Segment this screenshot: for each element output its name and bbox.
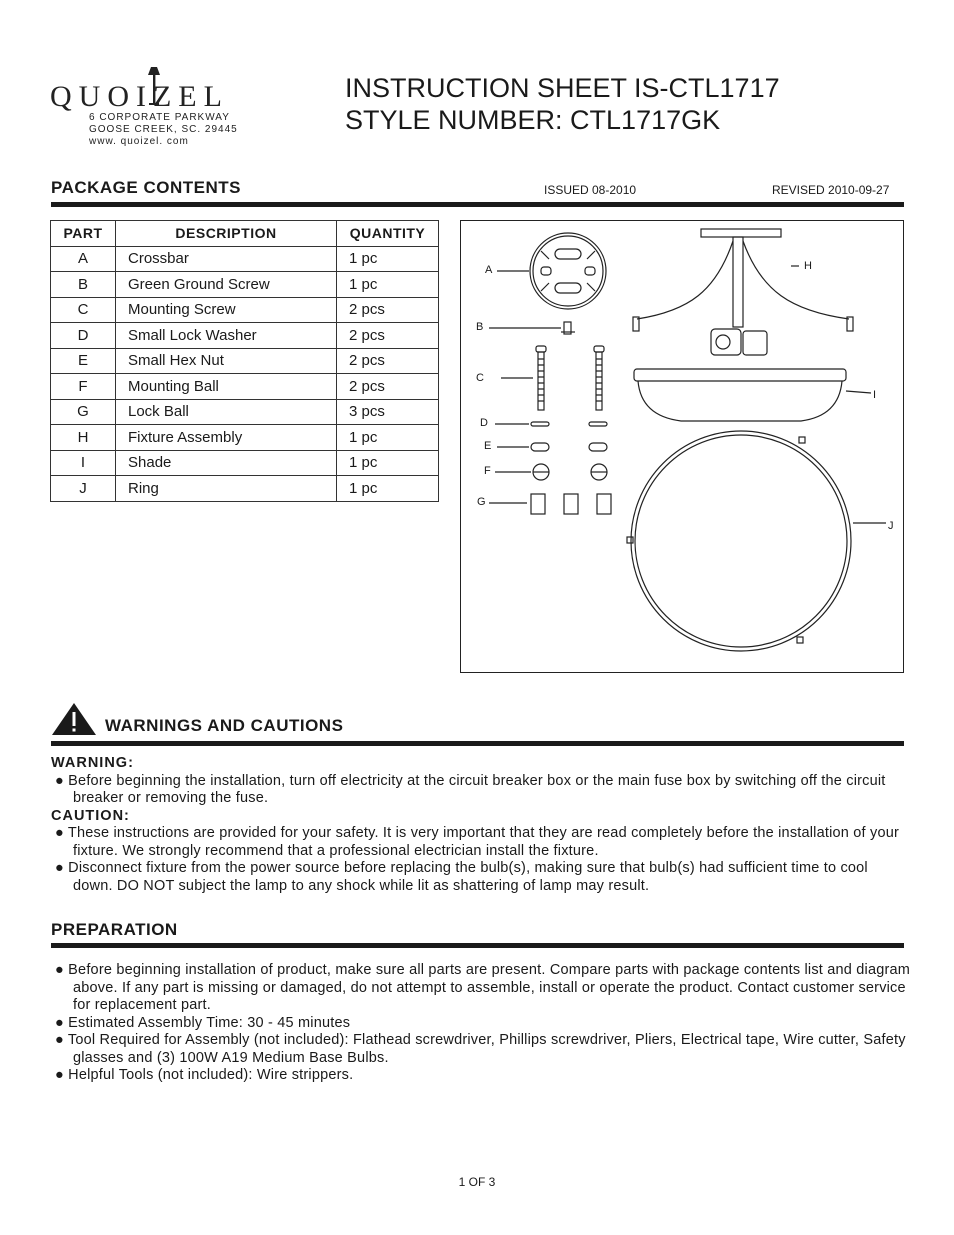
part-letter: E [51,348,116,374]
shade-drawing [634,369,846,421]
part-quantity: 2 pcs [337,348,439,374]
style-number: STYLE NUMBER: CTL1717GK [345,105,721,135]
part-letter: I [51,450,116,476]
table-row [51,272,439,298]
part-description: Small Lock Washer [116,323,337,349]
part-quantity: 2 pcs [337,374,439,400]
part-letter: H [51,425,116,451]
diagram-label-h: H [804,260,812,272]
diagram-label-d: D [480,417,488,429]
package-contents-heading: PACKAGE CONTENTS [51,178,241,197]
table-header-row [51,221,439,247]
diagram-label-i: I [873,389,877,401]
caution-label: CAUTION: [51,807,130,824]
ring-drawing [627,431,851,651]
part-description: Crossbar [116,246,337,272]
diagram-label-f: F [484,465,491,477]
section-rule [51,202,904,207]
part-letter: C [51,297,116,323]
section-rule [51,943,904,948]
fixture-assembly-drawing [633,229,853,355]
logo-wordmark: QUOIZEL [50,80,229,113]
caution-item: ● These instructions are provided for your safety. It is very important that they are read completely before the installation of your fixture. We strongly recommend that a professional electrician install the fixture. [55,825,900,859]
part-letter: J [51,476,116,502]
diagram-label-g: G [477,496,486,508]
preparation-item: ● Tool Required for Assembly (not included): Flathead screwdriver, Phillips screwdriver, Pliers, Electrical tape, Wire cutter, Safety glasses and (3) 100W A19 Medium Base Bulbs. [55,1032,906,1066]
address-line-1: 6 CORPORATE PARKWAY [89,112,230,123]
part-letter: B [51,272,116,298]
page-number: 1 OF 3 [458,1175,496,1189]
diagram-label-j: J [888,520,894,532]
preparation-item: ● Estimated Assembly Time: 30 - 45 minutes [55,1014,351,1031]
part-quantity: 3 pcs [337,399,439,425]
column-header-quantity: QUANTITY [337,221,439,247]
warning-label: WARNING: [51,755,134,771]
part-description: Ring [116,476,337,502]
mounting-screw-right [594,346,604,410]
parts-diagram-drawing [461,221,903,672]
address-line-3: www. quoizel. com [89,136,189,147]
caution-item: ● Disconnect fixture from the power source before replacing the bulb(s), making sure that bulb(s) had sufficient time to cool down. DO NOT subject the lamp to any shock while lit as shattering of lamp may result. [55,860,868,894]
part-quantity: 1 pc [337,246,439,272]
table-row [51,374,439,400]
parts-diagram [460,220,904,673]
part-description: Small Hex Nut [116,348,337,374]
mounting-screw-left [536,346,546,410]
part-description: Mounting Ball [116,374,337,400]
warnings-text [51,755,911,895]
page-title: INSTRUCTION SHEET IS-CTL1717 [345,73,780,103]
table-row [51,476,439,502]
table-row [51,425,439,451]
address-line-2: GOOSE CREEK, SC. 29445 [89,124,238,135]
warning-icon [51,702,97,736]
part-description: Green Ground Screw [116,272,337,298]
preparation-text [51,962,911,1085]
diagram-label-b: B [476,321,484,333]
preparation-item: ● Helpful Tools (not included): Wire strippers. [55,1067,354,1083]
section-rule [51,741,904,746]
table-row [51,450,439,476]
preparation-heading: PREPARATION [51,920,178,939]
part-quantity: 2 pcs [337,323,439,349]
diagram-label-a: A [485,264,493,276]
table-row [51,348,439,374]
part-description: Mounting Screw [116,297,337,323]
warning-item: ● Before beginning the installation, turn off electricity at the circuit breaker box or the main fuse box by switching off the circuit breaker or removing the fuse. [55,772,886,806]
part-quantity: 1 pc [337,476,439,502]
part-letter: A [51,246,116,272]
diagram-label-c: C [476,372,484,384]
part-quantity: 2 pcs [337,297,439,323]
part-description: Lock Ball [116,399,337,425]
part-quantity: 1 pc [337,272,439,298]
preparation-item: ● Before beginning installation of product, make sure all parts are present. Compare parts with package contents list and diagram above. If any part is missing or damaged, do not attempt to assemble, install or operate the product. Contact customer service for replacement part. [55,962,911,1013]
table-row [51,399,439,425]
warnings-heading: WARNINGS AND CAUTIONS [105,716,344,735]
table-row [51,297,439,323]
diagram-label-e: E [484,440,492,452]
part-quantity: 1 pc [337,450,439,476]
revised-date: REVISED 2010-09-27 [772,183,890,197]
table-row [51,323,439,349]
table-row [51,246,439,272]
column-header-part: PART [51,221,116,247]
part-letter: D [51,323,116,349]
package-contents-table [50,220,439,502]
part-description: Fixture Assembly [116,425,337,451]
part-quantity: 1 pc [337,425,439,451]
issued-date: ISSUED 08-2010 [544,183,637,197]
part-description: Shade [116,450,337,476]
part-letter: F [51,374,116,400]
crossbar-drawing [530,233,606,309]
part-letter: G [51,399,116,425]
column-header-description: DESCRIPTION [116,221,337,247]
